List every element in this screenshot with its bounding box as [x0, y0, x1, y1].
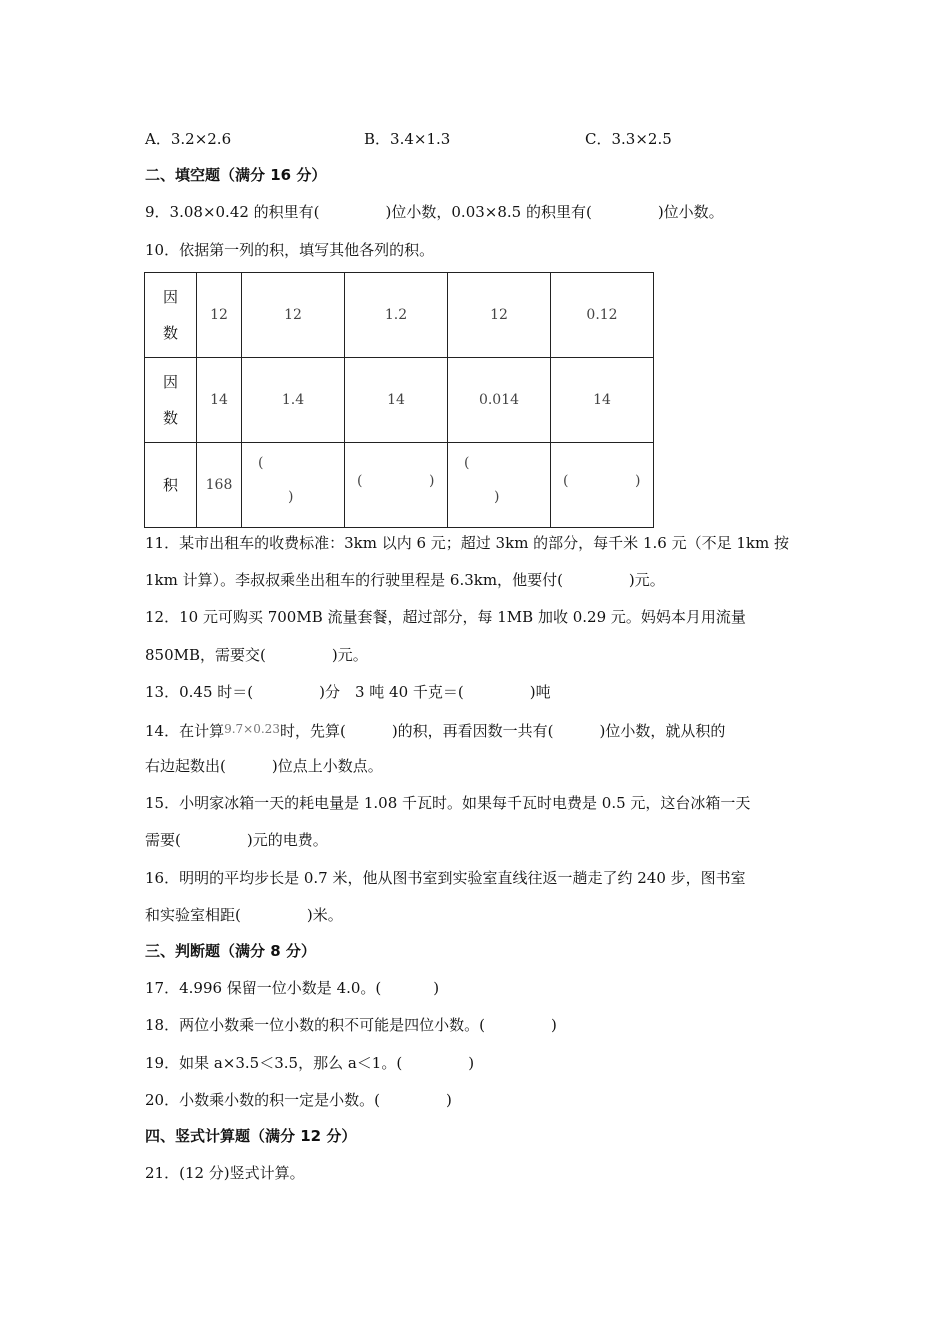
- table-cell: 12: [448, 273, 551, 358]
- paren-open: (: [357, 473, 363, 489]
- q18-text-2: ): [550, 1016, 557, 1034]
- q17-text-1: 17．4.996 保留一位小数是 4.0。(: [145, 979, 382, 997]
- option-b: B．3.4×1.3: [364, 130, 451, 148]
- option-c: C．3.3×2.5: [585, 130, 672, 148]
- answer-cell-3[interactable]: [448, 443, 551, 528]
- row-label-factor-2: [145, 358, 197, 443]
- section-judgment-title: 三、判断题（满分 8 分）: [145, 942, 316, 960]
- q16-text-1: 和实验室相距(: [145, 906, 241, 924]
- table-cell: 0.12: [551, 273, 654, 358]
- question-15-line-2: [145, 830, 328, 850]
- question-16-line-1: 16．明明的平均步长是 0.7 米，他从图书室到实验室直线往返一趟走了约 240 步，图书室: [145, 869, 746, 887]
- table-row-factor-1: [145, 273, 654, 358]
- paren-close: ): [494, 489, 500, 505]
- table-cell: 1.2: [345, 273, 448, 358]
- table-cell: 12: [242, 273, 345, 358]
- q14-text-6: )位点上小数点。: [271, 757, 383, 775]
- paren-close: ): [635, 473, 641, 489]
- question-9: [145, 202, 724, 222]
- table-cell: 14: [197, 358, 242, 443]
- product-table: [144, 272, 654, 528]
- answer-cell-4[interactable]: [551, 443, 654, 528]
- section-fill-in-title: 二、填空题（满分 16 分）: [145, 166, 327, 184]
- question-12-line-2: [145, 645, 368, 665]
- q20-text-1: 20．小数乘小数的积一定是小数。(: [145, 1091, 380, 1109]
- q11-text-2: )元。: [628, 571, 665, 589]
- table-cell: 0.014: [448, 358, 551, 443]
- row-label-factor-1: [145, 273, 197, 358]
- question-13: [145, 682, 551, 702]
- q12-text-1: 850MB，需要交(: [145, 646, 266, 664]
- question-18: [145, 1015, 557, 1035]
- question-20: [145, 1090, 452, 1110]
- paren-open: (: [464, 455, 470, 471]
- table-cell: 14: [345, 358, 448, 443]
- q12-text-2: )元。: [331, 646, 368, 664]
- question-14-line-1: [145, 719, 725, 741]
- q19-text-2: ): [468, 1054, 475, 1072]
- option-a: A．3.2×2.6: [145, 130, 232, 148]
- question-19: [145, 1053, 474, 1073]
- row2-label-char-1: 因: [162, 373, 178, 391]
- question-17: [145, 978, 439, 998]
- row1-label-char-1: 因: [162, 288, 178, 306]
- q11-text-1: 1km 计算）。李叔叔乘坐出租车的行驶里程是 6.3km，他要付(: [145, 571, 563, 589]
- q14-text-5: 右边起数出(: [145, 757, 226, 775]
- q17-text-2: ): [433, 979, 440, 997]
- row-label-product: 积: [145, 443, 197, 528]
- q14-text-1: 14．在计算: [145, 722, 225, 740]
- q15-text-1: 需要(: [145, 831, 181, 849]
- row2-label-char-2: 数: [162, 409, 178, 427]
- q13-text-2: )分 3 吨 40 千克＝(: [319, 683, 464, 701]
- q13-text-1: 13．0.45 时＝(: [145, 683, 254, 701]
- question-11-line-1: 11．某市出租车的收费标准：3km 以内 6 元；超过 3km 的部分，每千米 1.6 元（不足 1km 按: [145, 534, 789, 552]
- paren-close: ): [288, 489, 294, 505]
- q14-text-2: 时，先算(: [279, 722, 346, 740]
- question-14-line-2: [145, 756, 383, 776]
- q14-text-4: )位小数，就从积的: [599, 722, 726, 740]
- answer-cell-2[interactable]: [345, 443, 448, 528]
- question-11-line-2: [145, 570, 665, 590]
- paren-open: (: [258, 455, 264, 471]
- paren-close: ): [429, 473, 435, 489]
- question-10: 10．依据第一列的积，填写其他各列的积。: [145, 241, 435, 259]
- q18-text-1: 18．两位小数乘一位小数的积不可能是四位小数。(: [145, 1016, 485, 1034]
- q19-text-1: 19．如果 a×3.5＜3.5，那么 a＜1。(: [145, 1054, 403, 1072]
- question-16-line-2: [145, 905, 343, 925]
- paren-open: (: [563, 473, 569, 489]
- q20-text-2: ): [445, 1091, 452, 1109]
- q15-text-2: )元的电费。: [246, 831, 328, 849]
- q9-text-3: )位小数。: [657, 203, 724, 221]
- q13-text-3: )吨: [529, 683, 551, 701]
- table-cell: 12: [197, 273, 242, 358]
- section-vertical-calc-title: 四、竖式计算题（满分 12 分）: [145, 1127, 357, 1145]
- table-cell: 14: [551, 358, 654, 443]
- table-cell: 168: [197, 443, 242, 528]
- table-row-product: [145, 443, 654, 528]
- q14-formula: 9.7×0.23: [224, 722, 280, 736]
- row1-label-char-2: 数: [162, 324, 178, 342]
- question-12-line-1: 12．10 元可购买 700MB 流量套餐，超过部分，每 1MB 加收 0.29 元。妈妈本月用流量: [145, 608, 746, 626]
- q9-text-1: 9．3.08×0.42 的积里有(: [145, 203, 320, 221]
- q14-text-3: )的积，再看因数一共有(: [391, 722, 554, 740]
- q16-text-2: )米。: [306, 906, 343, 924]
- question-21: 21．(12 分)竖式计算。: [145, 1164, 305, 1182]
- table-cell: 1.4: [242, 358, 345, 443]
- question-15-line-1: 15．小明家冰箱一天的耗电量是 1.08 千瓦时。如果每千瓦时电费是 0.5 元，这台冰箱一天: [145, 794, 751, 812]
- q9-text-2: )位小数，0.03×8.5 的积里有(: [385, 203, 592, 221]
- table-row-factor-2: [145, 358, 654, 443]
- answer-cell-1[interactable]: [242, 443, 345, 528]
